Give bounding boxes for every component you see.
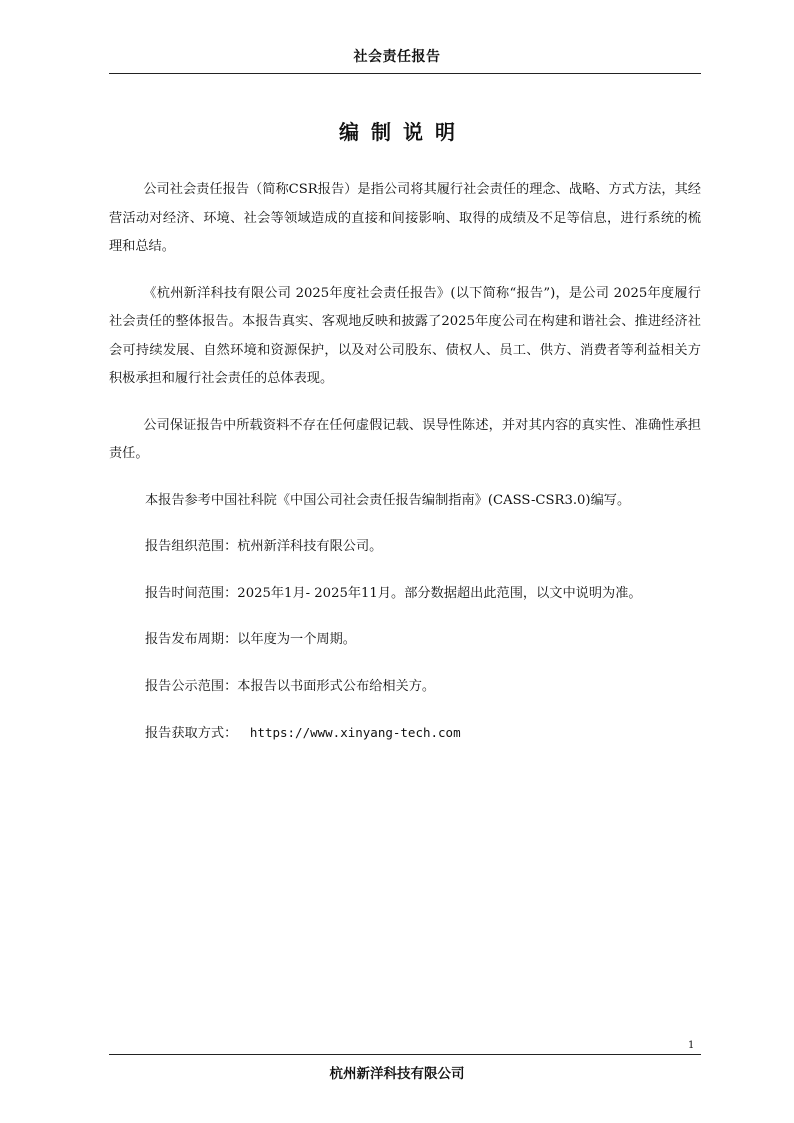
running-header-title: 社会责任报告: [353, 49, 441, 65]
disclosure-scope: 报告公示范围：本报告以书面形式公布给相关方。: [145, 678, 436, 694]
document-body: [109, 176, 701, 749]
intro-paragraph: 公司社会责任报告（简称CSR报告）是指公司将其履行社会责任的理念、战略、方式方法，其经营活动对经济、环境、社会等领域造成的直接和间接影响、取得的成绩及不足等信息，进行系统的梳理和总结。: [109, 182, 701, 254]
reference-note: 本报告参考中国社科院《中国公司社会责任报告编制指南》(CASS-CSR3.0)编写。: [145, 492, 631, 508]
header-divider: [109, 73, 701, 74]
organization-scope: 报告组织范围：杭州新洋科技有限公司。: [145, 539, 383, 554]
page-number: 1: [688, 1040, 695, 1051]
access-method: [109, 719, 701, 749]
section-title: 编制说明: [339, 120, 467, 144]
publication-period: 报告发布周期：以年度为一个周期。: [145, 632, 356, 647]
scope-paragraph: 《杭州新洋科技有限公司 2025年度社会责任报告》(以下简称“报告”)，是公司 2025年度履行社会责任的整体报告。本报告真实、客观地反映和披露了2025年度公司在构建和谐社会、推进经济社会可持续发展、自然环境和资源保护，以及对公司股东、债权人、员工、供方、消费者等利益相关方积极承担和履行社会责任的总体表现。: [109, 285, 701, 386]
access-method-label: 报告获取方式：: [145, 726, 238, 741]
guarantee-paragraph: 公司保证报告中所载资料不存在任何虚假记载、误导性陈述，并对其内容的真实性、准确性承担责任。: [109, 417, 701, 461]
report-url-link[interactable]: https://www.xinyang-tech.com: [249, 725, 461, 740]
time-scope: 报告时间范围：2025年1月- 2025年11月。部分数据超出此范围，以文中说明为准。: [145, 585, 642, 601]
footer-divider: [109, 1054, 701, 1055]
footer-company-name: 杭州新洋科技有限公司: [329, 1066, 465, 1082]
